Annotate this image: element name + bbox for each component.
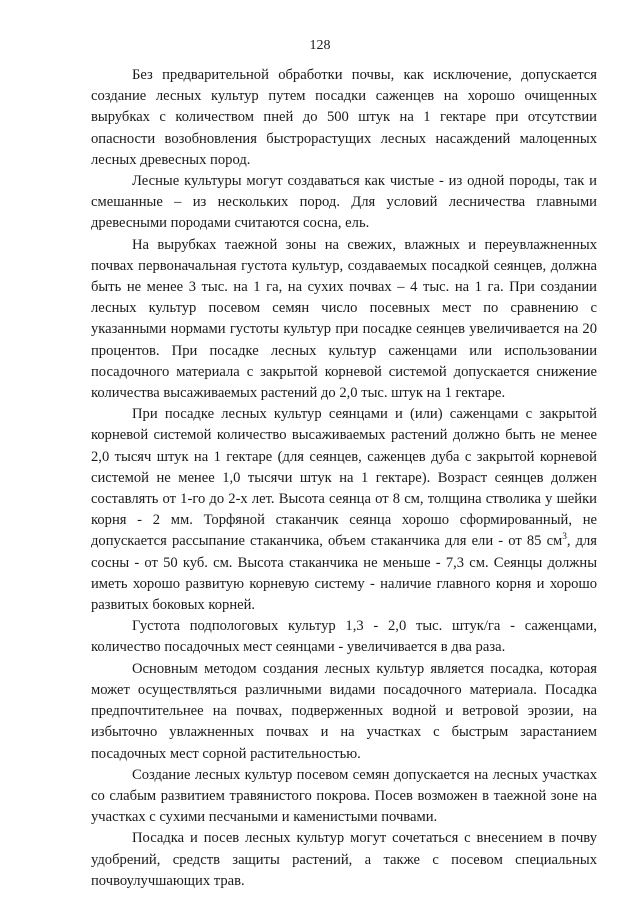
- page-number: 128: [309, 38, 331, 53]
- paragraph-text: , для сосны - от 50 куб. см. Высота стаканчика не меньше - 7,3 см. Сеянцы должны иметь хорошо развитую корневую систему - наличие главного корня и хорошо развитых боковых корней.: [91, 533, 598, 614]
- paragraph-text: При посадке лесных культур сеянцами и (или) саженцами с закрытой корневой системой количество высаживаемых растений должно быть не менее 2,0 тысяч штук на 1 гектаре (для сеянцев, саженцев дуба с закрытой корневой системой не менее 1,0 тысячи штук на 1 гектаре). Возраст сеянцев должен составлять от 1-го до 2-х лет. Высота сеянца от 8 см, толщина стволика у шейки корня - 2 мм. Торфяной стаканчик сеянца хорошо сформированный, не допускается рассыпание стаканчика, объем стаканчика для ели - от 85 см: [91, 406, 597, 550]
- document-body: [91, 65, 597, 892]
- paragraph: На вырубках таежной зоны на свежих, влажных и переувлажненных почвах первоначальная густота культур, создаваемых посадкой сеянцев, должна быть не менее 3 тыс. на 1 га, на сухих почвах – 4 тыс. на 1 га. При создании лесных культур посевом семян число посевных мест по сравнению с указанными нормами густоты культур при посадке сеянцев увеличивается на 20 процентов. При посадке лесных культур саженцами или использовании посадочного материала с закрытой корневой системой допускается снижение количества высаживаемых растений до 2,0 тыс. штук на 1 гектаре.: [91, 236, 597, 402]
- paragraph: Густота подпологовых культур 1,3 - 2,0 тыс. штук/га - саженцами, количество посадочных мест сеянцами - увеличивается в два раза.: [91, 618, 597, 656]
- paragraph: Основным методом создания лесных культур является посадка, которая может осуществляться различными видами посадочного материала. Посадка предпочтительнее на почвах, подверженных водной и ветровой эрозии, на избыточно увлажненных почвах и на участках с быстрым зарастанием посадочных мест сорной растительностью.: [91, 660, 597, 762]
- paragraph: Без предварительной обработки почвы, как исключение, допускается создание лесных культур путем посадки саженцев на хорошо очищенных вырубках с количеством пней до 500 штук на 1 гектаре при отсутствии опасности возобновления быстрорастущих лесных насаждений малоценных лесных древесных пород.: [91, 67, 597, 168]
- superscript: 3: [562, 531, 567, 542]
- paragraph: [91, 404, 597, 616]
- paragraph: Лесные культуры могут создаваться как чистые - из одной породы, так и смешанные – из нескольких пород. Для условий лесничества главными древесными породами считаются сосна, ель.: [91, 173, 597, 232]
- paragraph: Посадка и посев лесных культур могут сочетаться с внесением в почву удобрений, средств защиты растений, а также с посевом специальных почвоулучшающих трав.: [91, 830, 597, 889]
- paragraph: Создание лесных культур посевом семян допускается на лесных участках со слабым развитием травянистого покрова. Посев возможен в таежной зоне на участках с сухими песчаными и каменистыми почвами.: [91, 766, 597, 826]
